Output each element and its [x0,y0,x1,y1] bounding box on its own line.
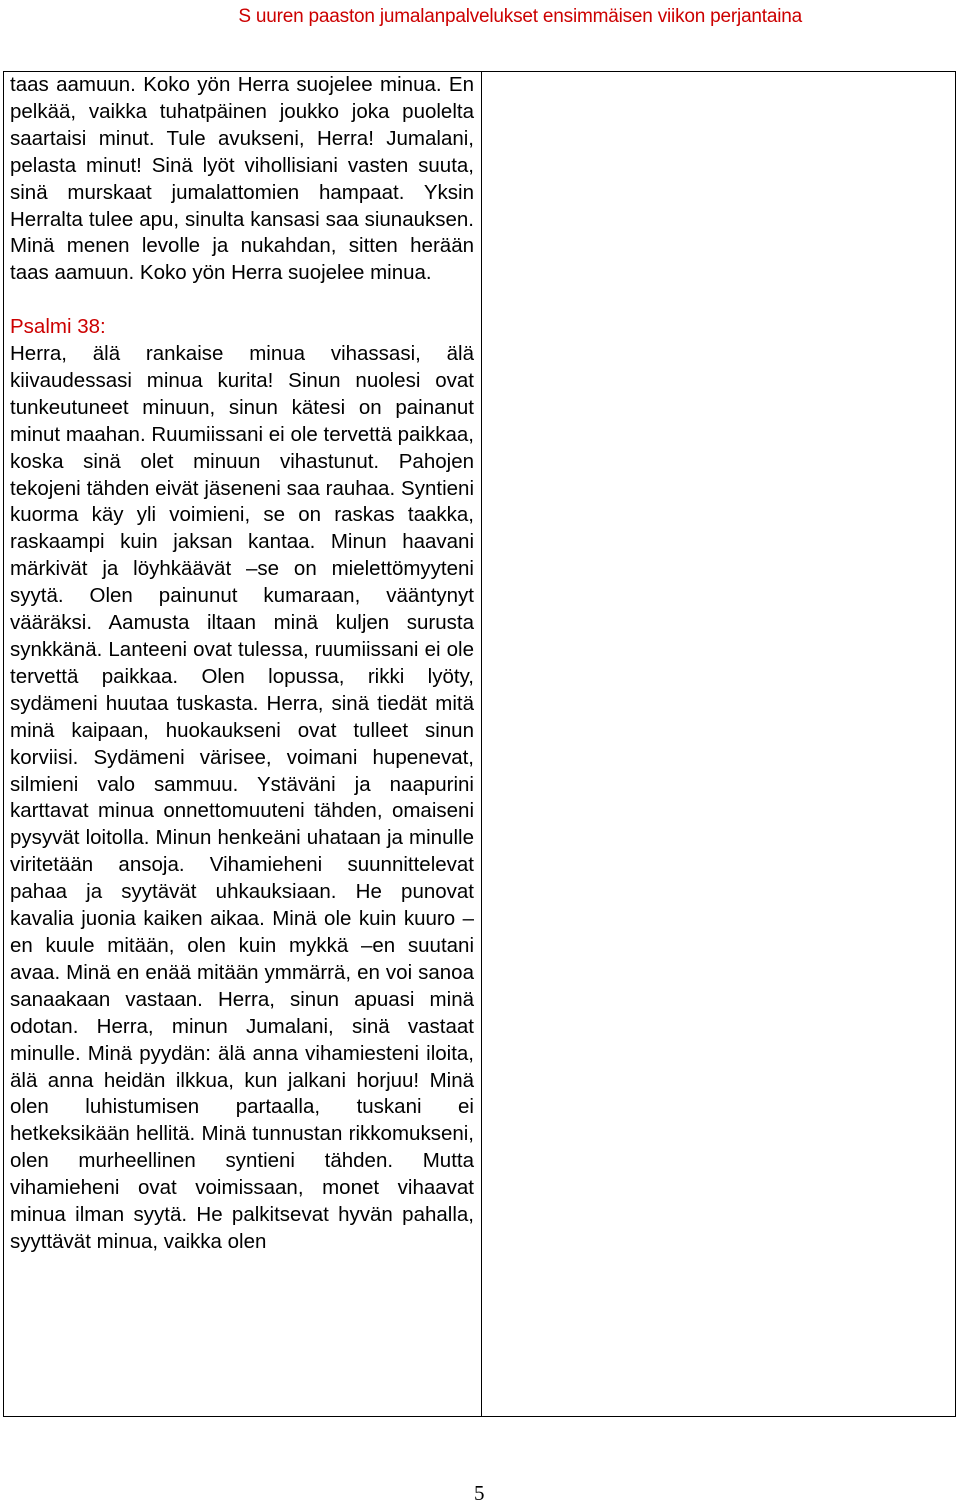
column-divider [481,72,482,1416]
psalm-38-text: Herra, älä rankaise minua vihassasi, älä kiivaudessasi minua kurita! Sinun nuolesi ovat tunkeutuneet minuun, sinun kätesi on painanut minut maahan. Ruumiissani ei ole tervettä paikkaa, koska sinä olet minuun vihastunut. Pahojen tekojeni tähden eivät jäseneni saa rauhaa. Syntieni kuorma käy yli voimieni, se on raskas taakka, raskaampi kuin jaksan kantaa. Minun haavani märkivät ja löyhkäävät –se on mielettömyyteni syytä. Olen painunut kumaraan, vääntynyt vääräksi. Aamusta iltaan minä kuljen surusta synkkänä. Lanteeni ovat tulessa, ruumiissani ei ole tervettä paikkaa. Olen lopussa, rikki lyöty, sydämeni huutaa tuskasta. Herra, sinä tiedät mitä minä kaipaan, huokaukseni ovat tulleet sinun korviisi. Sydämeni värisee, voimani hupenevat, silmieni valo sammuu. Ystäväni ja naapurini karttavat minua onnettomuuteni tähden, omaiseni pysyvät loitolla. Minun henkeäni uhataan ja minulle viritetään ansoja. Vihamieheni suunnittelevat pahaa ja syytävät uhkauksiaan. He punovat kavalia juonia kaiken aikaa. Minä ole kuin kuuro –en kuule mitään, olen kuin mykkä –en suutani avaa. Minä en enää mitään ymmärrä, en voi sanoa sanaakaan vastaan. Herra, sinun apuasi minä odotan. Herra, minun Jumalani, sinä vastaat minulle. Minä pyydän: älä anna vihamiesteni iloita, älä anna heidän ilkkua, kun jalkani horjuu! Minä olen luhistumisen partaalla, tuskani ei hetkeksikään hellitä. Minä tunnustan rikkomukseni, olen murheellinen syntieni tähden. Mutta vihamieheni ovat voimissaan, monet vihaavat minua ilman syytä. He palkitsevat hyvän pahalla, syyttävät minua, vaikka olen [10,342,474,1253]
left-column-cell [10,72,474,1256]
page-number: 5 [474,1481,485,1505]
running-header: S uuren paaston jumalanpalvelukset ensimmäisen viikon perjantaina [238,6,802,27]
psalm-3-ending-text: taas aamuun. Koko yön Herra suojelee minua. En pelkää, vaikka tuhatpäinen joukko joka puolelta saartaisi minut. Tule avukseni, Herra! Jumalani, pelasta minut! Sinä lyöt vihollisiani vasten suuta, sinä murskaat jumalattomien hampaat. Yksin Herralta tulee apu, sinulta kansasi saa siunauksen. Minä menen levolle ja nukahdan, sitten herään taas aamuun. Koko yön Herra suojelee minua. [10,73,474,285]
paragraph-gap [10,287,474,314]
two-column-table [3,71,956,1417]
psalm-heading: Psalmi 38: [10,315,106,339]
